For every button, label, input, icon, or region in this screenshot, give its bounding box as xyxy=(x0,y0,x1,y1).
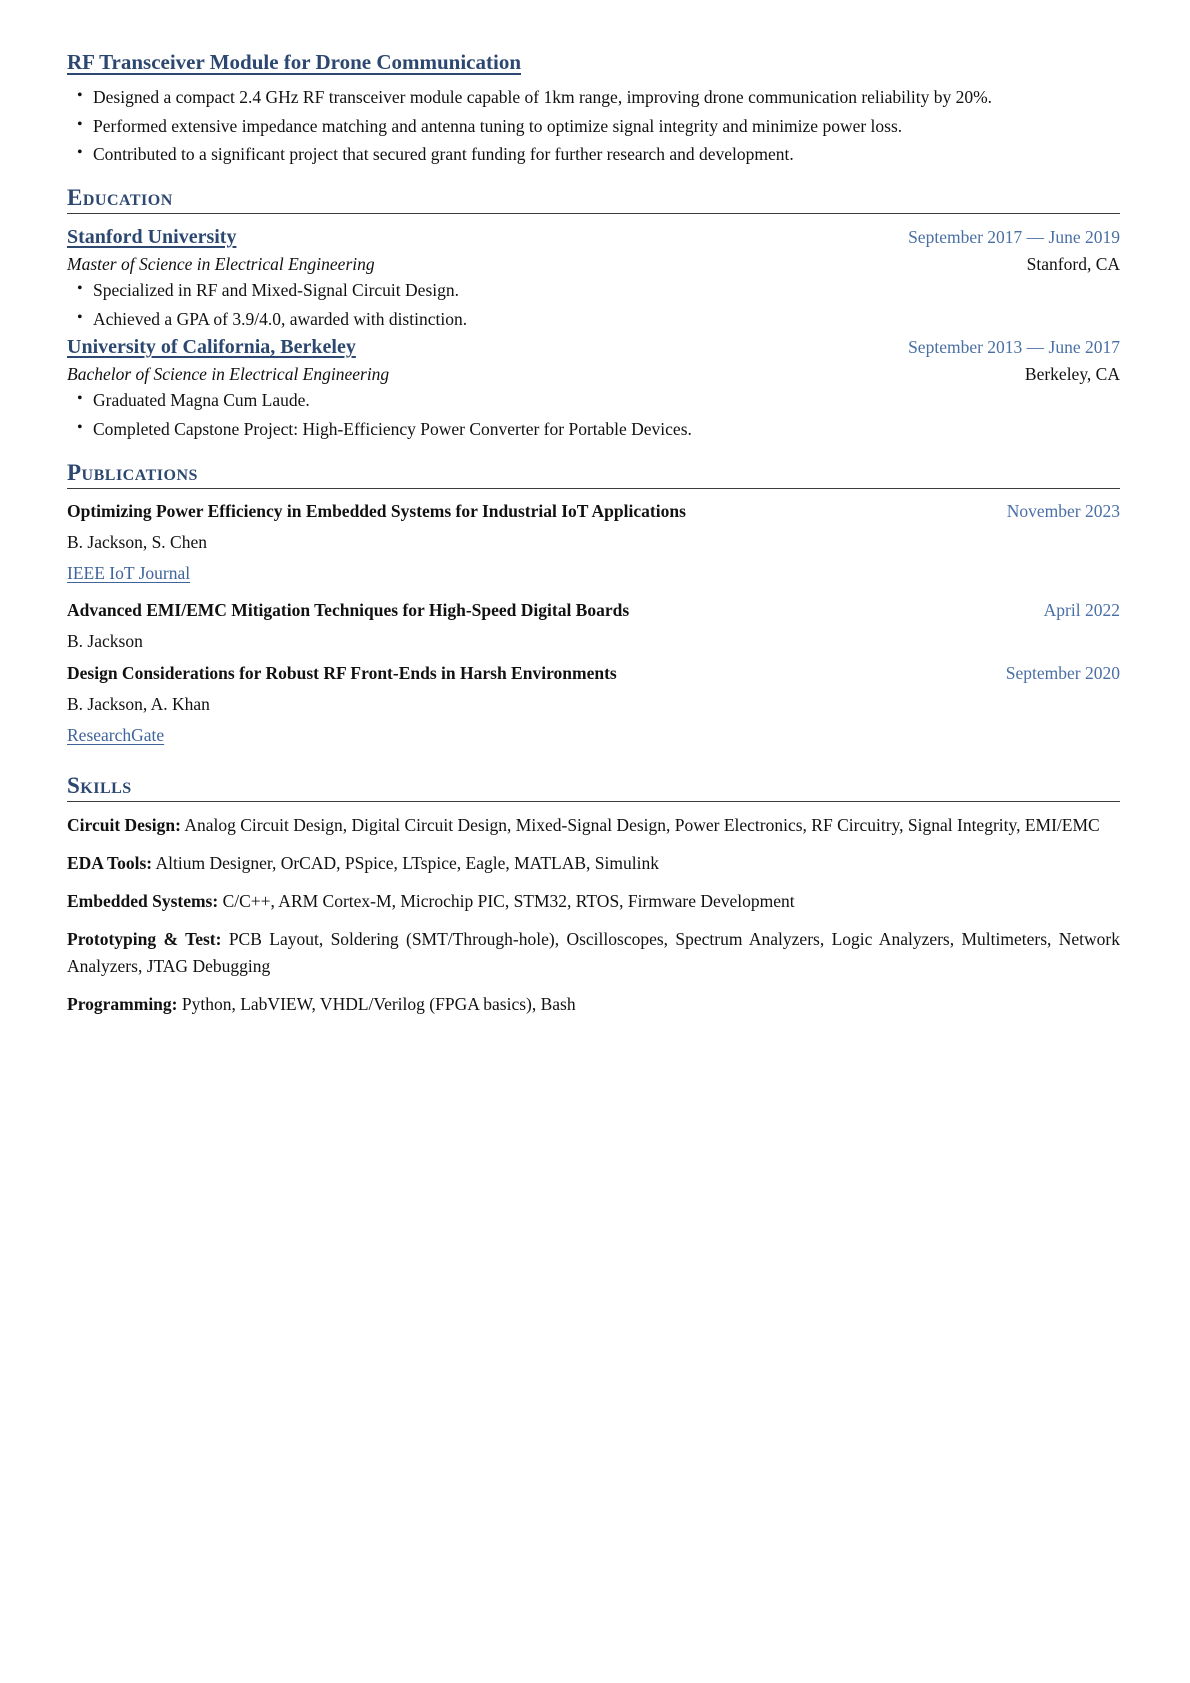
publication-date: November 2023 xyxy=(1006,500,1120,521)
publication-authors: B. Jackson xyxy=(67,631,143,652)
institution-link[interactable]: Stanford University xyxy=(67,225,237,248)
education-bullet: • Specialized in RF and Mixed-Signal Circuit Design. xyxy=(93,277,1120,304)
education-bullet-list xyxy=(67,277,1120,332)
skill-items: Analog Circuit Design, Digital Circuit Design, Mixed-Signal Design, Power Electronics, RF Circuitry, Signal Integrity, EMI/EMC xyxy=(184,814,1100,835)
education-entry-head xyxy=(67,224,1120,251)
project-section xyxy=(67,50,1120,168)
education-bullet-list xyxy=(67,387,1120,442)
education-bullet: • Completed Capstone Project: High-Efficiency Power Converter for Portable Devices. xyxy=(93,416,1120,443)
publication-entry xyxy=(67,598,1120,655)
publication-entry xyxy=(67,661,1120,756)
publication-journal-link[interactable]: ResearchGate xyxy=(67,725,165,746)
project-bullet-list xyxy=(67,84,1120,168)
section-header-skills: Skills xyxy=(67,773,1120,802)
skill-line xyxy=(67,812,1120,839)
skill-category-label: EDA Tools: xyxy=(67,852,153,873)
education-bullet: • Achieved a GPA of 3.9/4.0, awarded with distinction. xyxy=(93,306,1120,333)
skill-category-label: Circuit Design: xyxy=(67,814,181,835)
education-section xyxy=(67,185,1120,443)
publication-authors: B. Jackson, S. Chen xyxy=(67,532,207,553)
publication-date: April 2022 xyxy=(1043,599,1120,620)
publication-head xyxy=(67,661,1120,686)
publication-head xyxy=(67,598,1120,623)
skill-line xyxy=(67,926,1120,980)
skills-section xyxy=(67,773,1120,1019)
skill-items: C/C++, ARM Cortex-M, Microchip PIC, STM32, RTOS, Firmware Development xyxy=(222,890,795,911)
institution-link[interactable]: University of California, Berkeley xyxy=(67,336,356,359)
education-dates: September 2017 — June 2019 xyxy=(908,226,1120,247)
skill-line xyxy=(67,850,1120,877)
publication-journal-link[interactable]: IEEE IoT Journal xyxy=(67,563,191,584)
skill-line xyxy=(67,991,1120,1018)
degree-text: Bachelor of Science in Electrical Engineering xyxy=(67,364,390,385)
skill-category-label: Programming: xyxy=(67,994,178,1015)
skill-category-label: Prototyping & Test: xyxy=(67,929,222,950)
education-entry-head xyxy=(67,334,1120,361)
section-header-publications: Publications xyxy=(67,460,1120,489)
publications-section xyxy=(67,460,1120,756)
project-bullet: • Performed extensive impedance matching and antenna tuning to optimize signal integrity and minimize power loss. xyxy=(93,113,1120,140)
publication-authors: B. Jackson, A. Khan xyxy=(67,693,210,714)
skill-category-label: Embedded Systems: xyxy=(67,890,219,911)
publication-title: Design Considerations for Robust RF Front-Ends in Harsh Environments xyxy=(67,662,617,683)
education-entry xyxy=(67,224,1120,332)
publication-title: Optimizing Power Efficiency in Embedded Systems for Industrial IoT Applications xyxy=(67,500,686,521)
location-text: Stanford, CA xyxy=(1026,253,1120,274)
education-entry-sub xyxy=(67,361,1120,387)
skill-items: Python, LabVIEW, VHDL/Verilog (FPGA basics), Bash xyxy=(181,994,576,1015)
publication-title: Advanced EMI/EMC Mitigation Techniques for High-Speed Digital Boards xyxy=(67,599,630,620)
project-bullet: • Contributed to a significant project that secured grant funding for further research and development. xyxy=(93,141,1120,168)
education-entry xyxy=(67,334,1120,442)
project-title-link[interactable]: RF Transceiver Module for Drone Communication xyxy=(67,50,521,74)
degree-text: Master of Science in Electrical Engineering xyxy=(67,253,375,274)
location-text: Berkeley, CA xyxy=(1024,364,1120,385)
education-dates: September 2013 — June 2017 xyxy=(908,337,1120,358)
education-entry-sub xyxy=(67,251,1120,277)
education-bullet: • Graduated Magna Cum Laude. xyxy=(93,387,1120,414)
skill-items: Altium Designer, OrCAD, PSpice, LTspice, Eagle, MATLAB, Simulink xyxy=(155,852,659,873)
section-header-education: Education xyxy=(67,185,1120,214)
publication-head xyxy=(67,499,1120,524)
project-bullet: • Designed a compact 2.4 GHz RF transceiver module capable of 1km range, improving drone communication reliability by 20%. xyxy=(93,84,1120,111)
skill-line xyxy=(67,888,1120,915)
skill-items: PCB Layout, Soldering (SMT/Through-hole), Oscilloscopes, Spectrum Analyzers, Logic Analyzers, Multimeters, Network Analyzers, JTAG Debugging xyxy=(67,929,1121,977)
publication-entry xyxy=(67,499,1120,594)
publication-date: September 2020 xyxy=(1005,662,1120,683)
